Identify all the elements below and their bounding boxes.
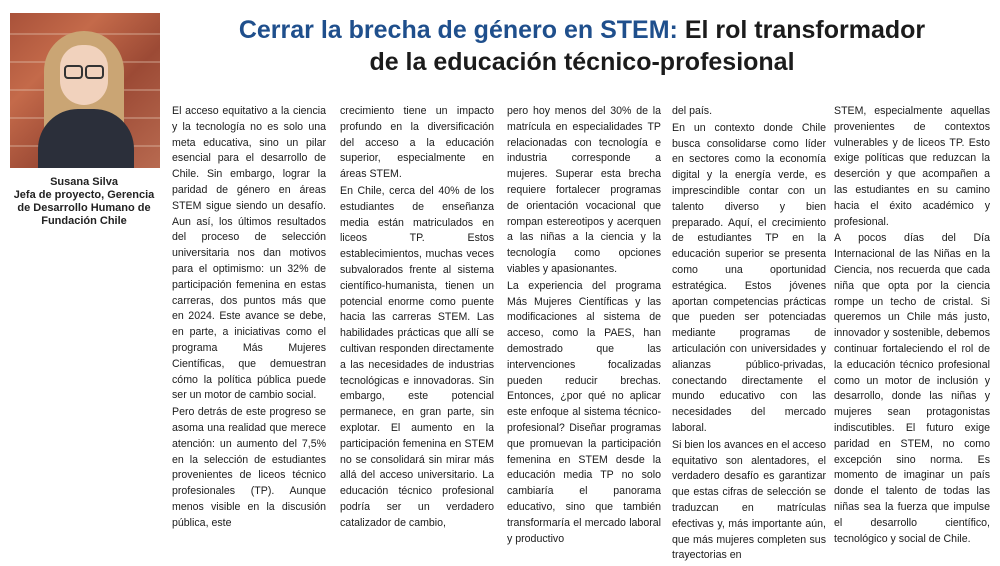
- author-role-line1: Jefa de proyecto, Gerencia: [13, 189, 155, 201]
- paragraph: En Chile, cerca del 40% de los estudiantes de enseñanza media están matriculados en liceos TP. Estos establecimientos, muchas veces subvalorados frente al sistema científico-humanista, tienen un potencial enorme como puente hacia las carreras STEM. Las habilidades prácticas que allí se cultivan responden directamente a las necesidades de industrias tecnológicas e innovadoras. Sin embargo, este potencial permanece, en gran parte, sin explotar. El aumento en la participación femenina en STEM no se consolidará sin mirar más allá del acceso universitario. La educación técnico profesional podría ser un verdadero catalizador de cambio,: [340, 184, 494, 529]
- paragraph: del país.: [672, 105, 713, 117]
- paragraph: La experiencia del programa Más Mujeres Científicas y las modificaciones al sistema de acceso, como la PAES, han demostrado que las intervenciones focalizadas pueden reducir brechas. Entonces, ¿por qué no aplicar este enfoque al sistema técnico-profesional? Diseñar programas que promuevan la participación femenina en STEM desde la educación media TP no solo cambiaría el panorama educativo, sino que también transformaría el mercado laboral y productivo: [507, 279, 661, 545]
- paragraph: crecimiento tiene un impacto profundo en la diversificación del acceso a la educación superior, especialmente en áreas STEM.: [340, 105, 494, 181]
- paragraph: A pocos días del Día Internacional de las Niñas en la Ciencia, nos recuerda que cada niña que opta por la ciencia rompe un techo de cristal. Si queremos un Chile más justo, innovador y sostenible, debemos continuar fortaleciendo el rol de la educación técnico profesional como un motor de inclusión y desarrollo, donde las niñas y mujeres sean protagonistas indiscutibles. El futuro exige paridad en STEM, no como excepción sino norma. Es momento de imaginar un país donde el talento de todas las niñas sea la fuerza que impulse el desarrollo científico, tecnológico y social de Chile.: [834, 232, 990, 545]
- author-name: Susana Silva: [50, 176, 118, 188]
- article-column-1: [172, 104, 326, 533]
- article-column-2: [340, 104, 494, 533]
- author-caption: [4, 176, 164, 228]
- headline-part-dark: El rol transformador: [677, 16, 926, 44]
- paragraph: pero hoy menos del 30% de la matrícula en especialidades TP relacionadas con tecnología e industria corresponde a mujeres. Superar esta brecha requiere fortalecer programas de orientación vocacional que rompan estereotipos y acerquen a las niñas a la ciencia y la tecnología como opciones viables y apasionantes.: [507, 105, 661, 275]
- paragraph: En un contexto donde Chile busca consolidarse como líder en sectores como la economía digital y la energía verde, es imprescindible contar con un talento diverso y bien preparado. Aquí, el crecimiento de estudiantes TP en la educación superior se presenta como una oportunidad estratégica. Estos jóvenes aportan competencias prácticas que pueden ser potenciadas mediante programas de articulación con universidades y alianzas público-privadas, conectando directamente el mundo educativo con las necesidades del mercado laboral.: [672, 121, 826, 434]
- headline-part-blue: Cerrar la brecha de género en STEM:: [238, 16, 678, 44]
- article-column-3: [507, 104, 661, 548]
- author-role-line3: Fundación Chile: [41, 215, 127, 227]
- article-column-4: [672, 104, 826, 565]
- author-role-line2: de Desarrollo Humano de: [17, 202, 151, 214]
- paragraph: Si bien los avances en el acceso equitativo son alentadores, el verdadero desafío es garantizar que estas cifras de selección se traduzcan en matrículas efectivas y, más importante aún, que más mujeres completen sus trayectorias en: [672, 438, 826, 562]
- author-photo: [10, 13, 160, 168]
- body-shape: [38, 109, 134, 168]
- article-headline: [172, 14, 992, 78]
- glasses-icon: [64, 65, 104, 77]
- paragraph: STEM, especialmente aquellas provenientes de contextos vulnerables y de liceos TP. Esto exige políticas que reduzcan la deserción y que acompañen a las estudiantes en su camino hacia el éxito académico y profesional.: [834, 105, 990, 228]
- paragraph: Pero detrás de este progreso se asoma una realidad que merece atención: un aumento del 7,5% en la selección de estudiantes provenientes de liceos técnico profesionales (TP). Aunque menos visible en la discusión pública, este: [172, 406, 326, 529]
- paragraph: El acceso equitativo a la ciencia y la tecnología no es solo una meta educativa, sino un pilar esencial para el desarrollo de Chile. Sin embargo, lograr la paridad de género en áreas STEM sigue siendo un desafío. Aun así, los últimos resultados del proceso de selección universitaria nos dan motivos para el optimismo: un 32% de participación femenina en estas carreras, dos puntos más que en 2024. Este avance se debe, en parte, a iniciativas como el programa Más Mujeres Científicas, que demuestran cómo la política pública puede ser un motor de cambio social.: [172, 105, 326, 402]
- article-column-5: [834, 104, 990, 548]
- headline-line2: de la educación técnico-profesional: [369, 48, 795, 76]
